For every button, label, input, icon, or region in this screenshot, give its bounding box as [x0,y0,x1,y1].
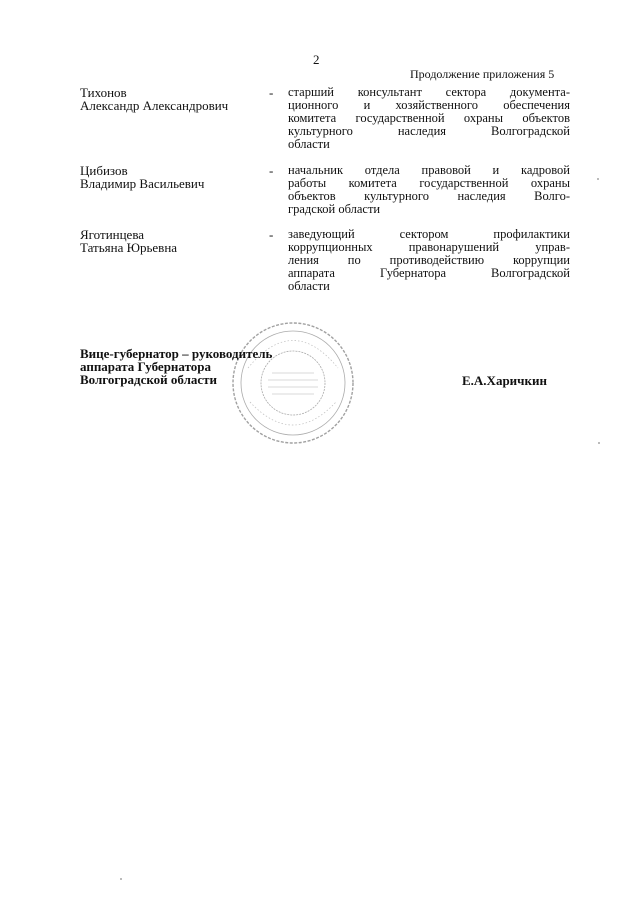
position-line: коррупционных правонарушений управ- [288,240,570,254]
signature-title-line: Вице-губернатор – руководитель [80,346,273,361]
position-line: объектов культурного наследия Волго- [288,189,570,203]
member-surname: Яготинцева [80,227,145,242]
position-line: работы комитета государственной охраны [288,176,570,190]
position-line: ления по противодействию коррупции [288,253,570,267]
member-name [80,164,270,190]
appendix-continuation-note: Продолжение приложения 5 [410,67,555,81]
member-surname: Цибизов [80,163,128,178]
position-line: области [288,279,330,293]
member-name [80,228,270,254]
position-line: начальник отдела правовой и кадровой [288,163,570,177]
position-line: градской области [288,202,381,216]
member-name [80,86,270,112]
signature-title [80,347,272,386]
position-line: старший консультант сектора документа- [288,85,570,99]
member-dash: - [269,227,274,242]
signature-title-line: Волгоградской области [80,372,218,387]
member-given-names: Владимир Васильевич [80,176,205,191]
position-line: культурного наследия Волгоградской [288,124,570,138]
member-given-names: Александр Александрович [80,98,229,113]
scan-speck [597,178,599,180]
member-position [288,164,570,216]
position-line: аппарата Губернатора Волгоградской [288,266,570,280]
position-line: ционного и хозяйственного обеспечения [288,98,570,112]
member-dash: - [269,85,274,100]
member-given-names: Татьяна Юрьевна [80,240,178,255]
member-position [288,86,570,151]
signature-title-line: аппарата Губернатора [80,359,212,374]
position-line: комитета государственной охраны объектов [288,111,570,125]
member-surname: Тихонов [80,85,127,100]
member-position [288,228,570,293]
scan-speck [120,878,122,880]
scan-speck [598,442,600,444]
signer-name: Е.А.Харичкин [462,373,547,388]
position-line: области [288,137,330,151]
position-line: заведующий сектором профилактики [288,227,570,241]
member-dash: - [269,163,274,178]
page-number: 2 [313,52,320,67]
